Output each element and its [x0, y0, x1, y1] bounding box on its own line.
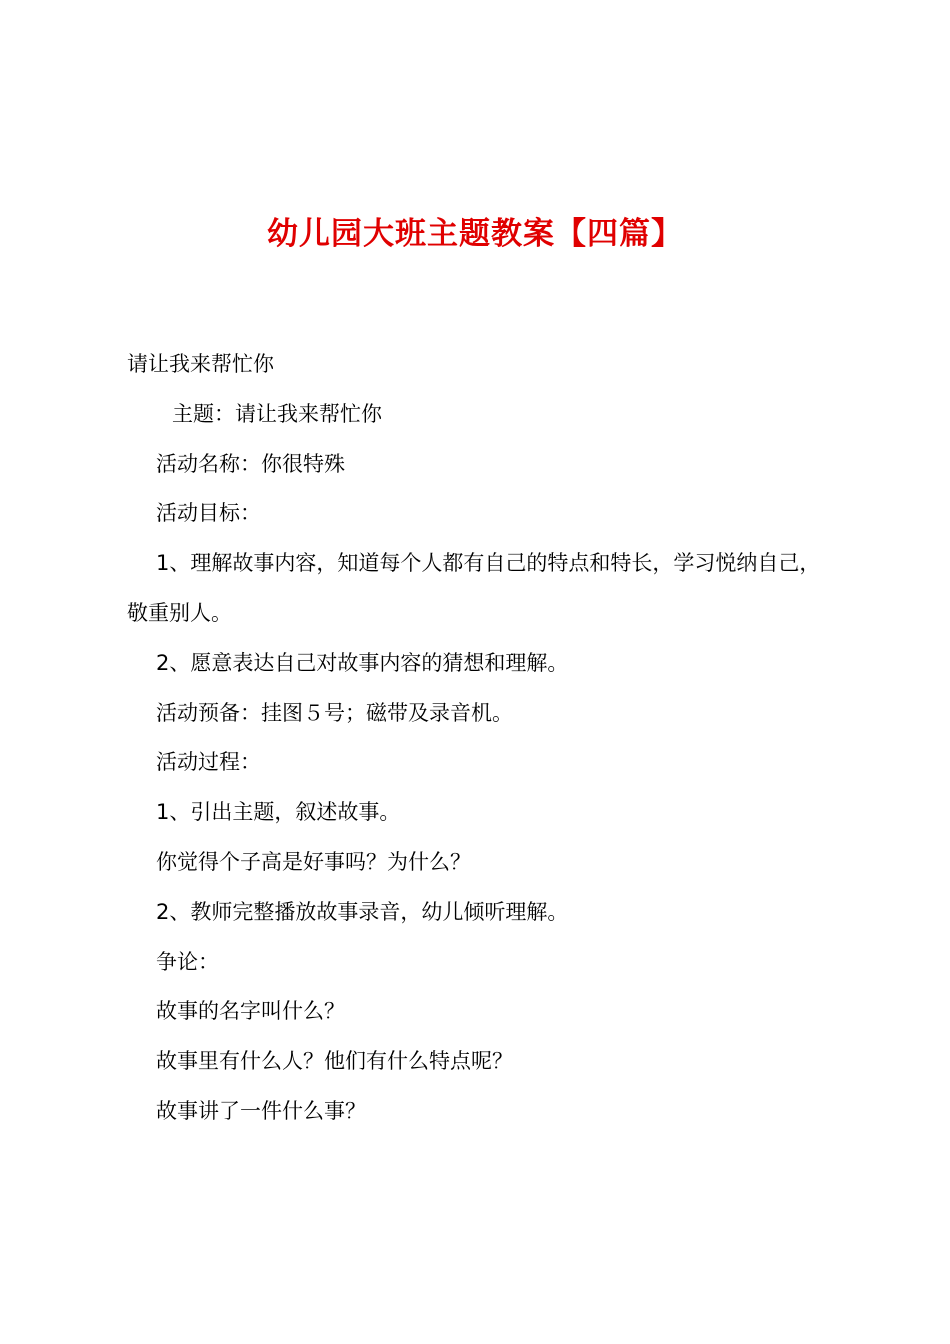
paragraph-goal-1: 1、理解故事内容，知道每个人都有自己的特点和特长，学习悦纳自己，敬重别人。 [127, 551, 821, 625]
paragraph-step-1: 1、引出主题，叙述故事。 [156, 800, 401, 825]
paragraph-activity-goals: 活动目标： [156, 501, 261, 526]
paragraph-question-3: 故事里有什么人？他们有什么特点呢？ [156, 1049, 513, 1074]
paragraph-step-2: 2、教师完整播放故事录音，幼儿倾听理解。 [156, 899, 569, 924]
paragraph-activity-name: 活动名称：你很特殊 [156, 451, 345, 476]
paragraph-discussion: 争论： [156, 949, 219, 974]
paragraph-process: 活动过程： [156, 750, 261, 775]
paragraph-question-2: 故事的名字叫什么？ [156, 999, 345, 1024]
document-title: 幼儿园大班主题教案【四篇】 [267, 216, 683, 252]
paragraph-question-1: 你觉得个子高是好事吗？为什么？ [156, 849, 471, 874]
paragraph-goal-2: 2、愿意表达自己对故事内容的猜想和理解。 [156, 650, 569, 675]
theme-line: 主题：请让我来帮忙你 [172, 401, 382, 426]
section-heading: 请让我来帮忙你 [127, 352, 274, 376]
paragraph-preparation: 活动预备：挂图５号；磁带及录音机。 [156, 700, 513, 725]
document-body [127, 340, 837, 1137]
paragraph-question-4: 故事讲了一件什么事？ [156, 1098, 366, 1123]
